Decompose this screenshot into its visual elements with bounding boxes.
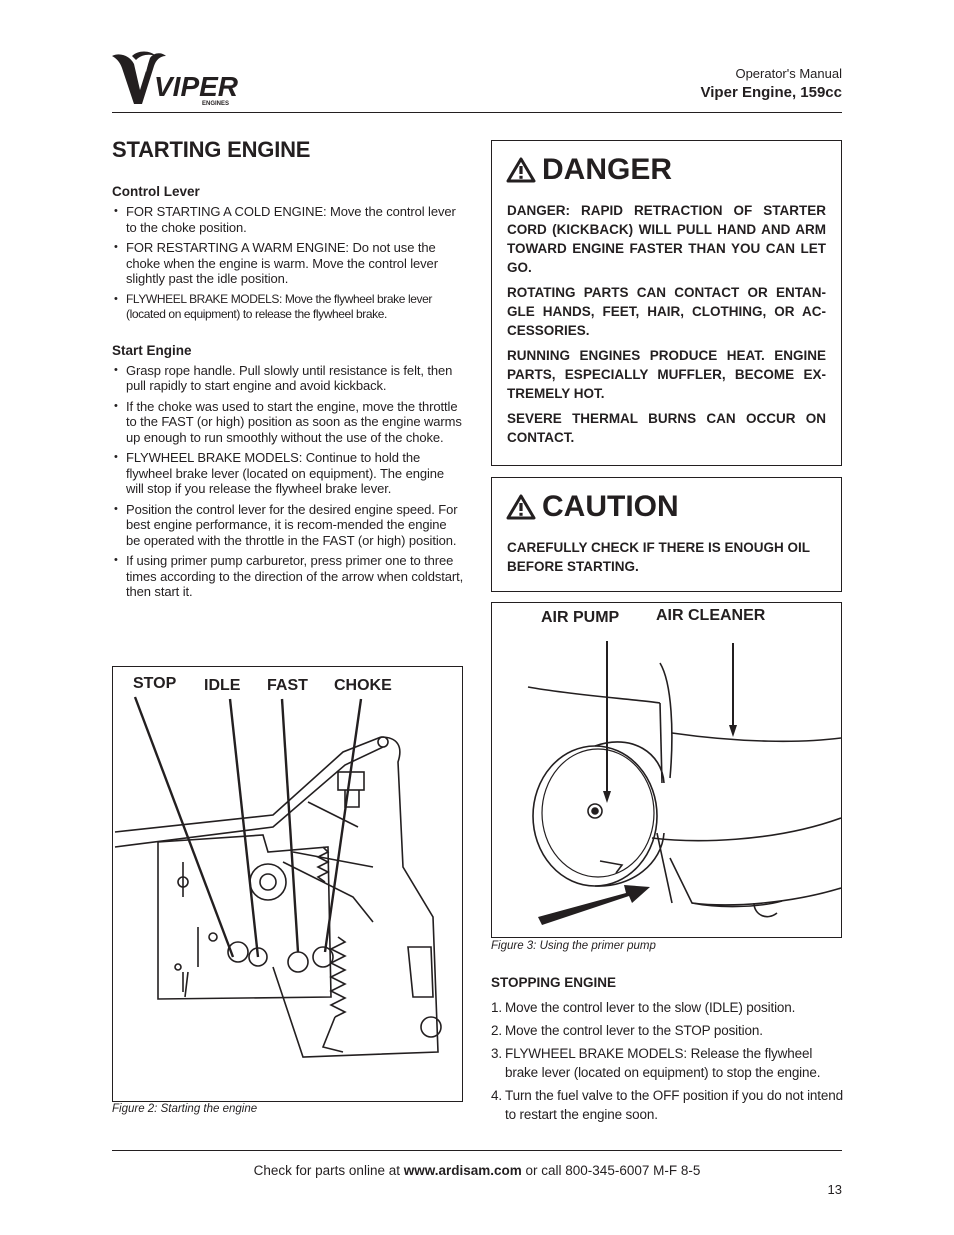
danger-body bbox=[507, 201, 826, 453]
start-engine-list bbox=[112, 363, 464, 600]
label-fast: FAST bbox=[267, 677, 308, 694]
list-item: • Grasp rope handle. Pull slowly until resistance is felt, then pull rapidly to start engine and avoid kickback. bbox=[112, 363, 464, 394]
section-title: STARTING ENGINE bbox=[112, 137, 311, 162]
figure-starting-engine bbox=[112, 666, 463, 1102]
danger-paragraph: ROTATING PARTS CAN CONTACT OR ENTAN-GLE HANDS, FEET, HAIR, CLOTHING, OR AC-CESSORIES. bbox=[507, 285, 826, 338]
danger-paragraph: SEVERE THERMAL BURNS CAN OCCUR ON CONTACT. bbox=[507, 411, 826, 445]
list-item: • If using primer pump carburetor, press primer one to three times according to the direction of the arrow when coldstart, then start it. bbox=[112, 553, 464, 600]
step-text: Move the control lever to the slow (IDLE) position. bbox=[505, 1000, 796, 1015]
control-lever-list bbox=[112, 204, 464, 323]
list-item bbox=[491, 998, 843, 1017]
viper-logo-graphic bbox=[110, 50, 240, 110]
manual-subtitle: Operator's Manual bbox=[735, 66, 842, 81]
label-choke: CHOKE bbox=[334, 677, 392, 694]
warning-triangle-icon bbox=[506, 157, 536, 183]
figure-primer-pump bbox=[491, 602, 842, 938]
caution-title bbox=[506, 490, 679, 524]
footer-divider bbox=[112, 1150, 842, 1151]
step-number: 2. bbox=[491, 1023, 502, 1038]
caution-title-text: CAUTION bbox=[542, 490, 679, 523]
figure2-caption: Figure 2: Starting the engine bbox=[112, 1103, 258, 1115]
control-lever-heading: Control Lever bbox=[112, 184, 200, 199]
step-text: Move the control lever to the STOP position. bbox=[505, 1023, 763, 1038]
list-item: • FLYWHEEL BRAKE MODELS: Move the flywheel brake lever (located on equipment) to release the flywheel brake. bbox=[112, 292, 464, 323]
caution-body bbox=[507, 538, 826, 582]
label-stop: STOP bbox=[133, 675, 177, 692]
stopping-steps bbox=[491, 998, 843, 1128]
step-text: FLYWHEEL BRAKE MODELS: Release the flywheel brake lever (located on equipment) to stop the engine. bbox=[505, 1046, 821, 1080]
logo-subtext: ENGINES bbox=[202, 101, 230, 107]
warning-triangle-icon bbox=[506, 494, 536, 520]
manual-title: Viper Engine, 159cc bbox=[700, 84, 842, 101]
footer-text bbox=[0, 1163, 954, 1178]
danger-box bbox=[491, 140, 842, 466]
caution-box bbox=[491, 477, 842, 592]
list-item: • FLYWHEEL BRAKE MODELS: Continue to hold the flywheel brake lever (located on equipment). The engine will stop if you release the flywheel brake lever. bbox=[112, 450, 464, 497]
list-item: • FOR RESTARTING A WARM ENGINE: Do not use the choke when the engine is warm. Move the control lever slightly past the idle position. bbox=[112, 240, 464, 287]
step-number: 1. bbox=[491, 1000, 502, 1015]
danger-paragraph: RUNNING ENGINES PRODUCE HEAT. ENGINE PARTS, ESPECIALLY MUFFLER, BECOME EX-TREMELY HOT. bbox=[507, 348, 826, 401]
footer-url[interactable]: www.ardisam.com bbox=[403, 1163, 522, 1178]
label-air-cleaner: AIR CLEANER bbox=[656, 607, 766, 624]
viper-logo bbox=[110, 50, 240, 110]
label-idle: IDLE bbox=[204, 677, 241, 694]
list-item bbox=[491, 1021, 843, 1040]
step-number: 3. bbox=[491, 1046, 502, 1061]
step-number: 4. bbox=[491, 1088, 502, 1103]
left-column bbox=[112, 136, 464, 605]
label-air-pump: AIR PUMP bbox=[541, 609, 620, 626]
header-divider bbox=[112, 112, 842, 113]
page-number: 13 bbox=[827, 1182, 842, 1197]
caution-paragraph: CAREFULLY CHECK IF THERE IS ENOUGH OIL BEFORE STARTING. bbox=[507, 540, 810, 574]
header-titles bbox=[701, 66, 842, 103]
logo-wordmark: VIPER bbox=[154, 71, 239, 102]
start-engine-heading: Start Engine bbox=[112, 342, 192, 358]
danger-title bbox=[506, 153, 672, 187]
danger-title-text: DANGER bbox=[542, 153, 673, 186]
stopping-heading: STOPPING ENGINE bbox=[491, 975, 617, 990]
list-item: • FOR STARTING A COLD ENGINE: Move the control lever to the choke position. bbox=[112, 204, 464, 235]
step-text: Turn the fuel valve to the OFF position if you do not intend to restart the engine soon. bbox=[505, 1088, 843, 1122]
list-item bbox=[491, 1044, 843, 1082]
primer-pump-diagram bbox=[492, 603, 841, 937]
control-lever-diagram bbox=[113, 667, 462, 1101]
list-item: • Position the control lever for the desired engine speed. For best engine performance, it is recom-mended the engine be operated with the throttle in the FAST (or high) position. bbox=[112, 502, 464, 549]
figure3-caption: Figure 3: Using the primer pump bbox=[491, 940, 656, 952]
list-item bbox=[491, 1086, 843, 1124]
danger-paragraph: DANGER: RAPID RETRACTION OF STARTER CORD (KICKBACK) WILL PULL HAND AND ARM TOWARD ENGINE FASTER THAN YOU CAN LET GO. bbox=[507, 203, 826, 275]
footer-suffix: or call 800-345-6007 M-F 8-5 bbox=[521, 1163, 701, 1178]
footer-prefix: Check for parts online at bbox=[253, 1163, 404, 1178]
list-item: • If the choke was used to start the engine, move the throttle to the FAST (or high) position as soon as the engine warms up enough to run smoothly without the use of the choke. bbox=[112, 399, 464, 446]
